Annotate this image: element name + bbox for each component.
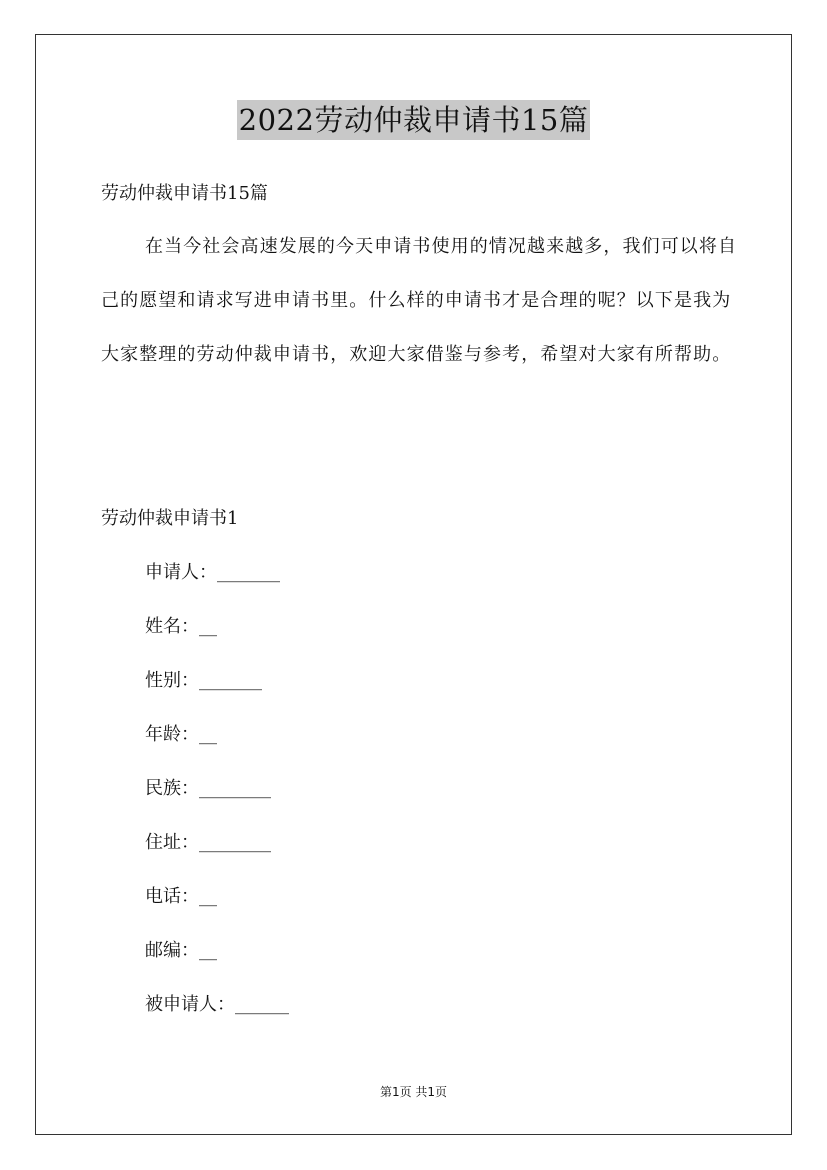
field-applicant: 申请人：_______	[145, 562, 280, 583]
field-gender: 性别：_______	[145, 670, 262, 691]
field-ethnicity: 民族：________	[145, 778, 271, 799]
field-age: 年龄：__	[145, 724, 217, 745]
field-phone: 电话：__	[145, 886, 217, 907]
document-subtitle: 劳动仲裁申请书15篇	[101, 183, 268, 204]
field-respondent: 被申请人：______	[145, 994, 289, 1015]
page-footer: 第1页 共1页	[379, 1085, 448, 1099]
field-name: 姓名：__	[145, 616, 217, 637]
field-postcode: 邮编：__	[145, 940, 217, 961]
section-heading: 劳动仲裁申请书1	[101, 508, 239, 529]
document-title: 2022劳动仲裁申请书15篇	[237, 100, 591, 140]
intro-paragraph: 在当今社会高速发展的今天申请书使用的情况越来越多，我们可以将自己的愿望和请求写进申请书里。什么样的申请书才是合理的呢？以下是我为大家整理的劳动仲裁申请书，欢迎大家借鉴与参考，希望对大家有所帮助。	[101, 236, 738, 365]
field-address: 住址：________	[145, 832, 271, 853]
title-container	[0, 100, 827, 140]
